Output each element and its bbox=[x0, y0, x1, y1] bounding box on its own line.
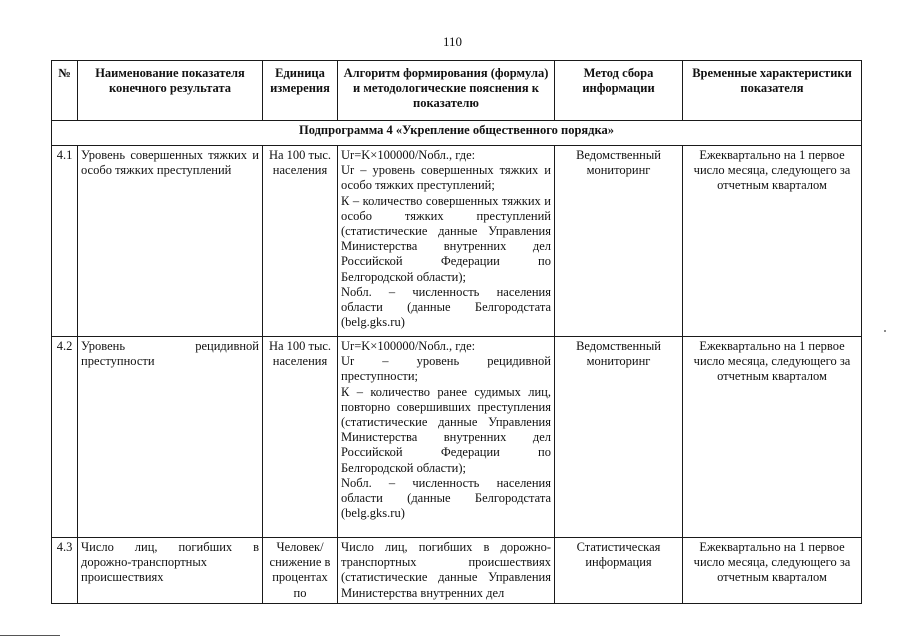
subprogram-row bbox=[52, 121, 862, 146]
row-algorithm bbox=[338, 146, 555, 337]
row-name: Уровень совершенных тяжких и особо тяжких преступлений bbox=[78, 146, 263, 337]
header-method: Метод сбора информации bbox=[555, 61, 683, 121]
row-method: Статистическая информация bbox=[555, 538, 683, 604]
row-name: Число лиц, погибших в дорожно-транспортных происшествиях bbox=[78, 538, 263, 604]
table-row bbox=[52, 337, 862, 538]
row-time: Ежеквартально на 1 первое число месяца, следующего за отчетным кварталом bbox=[683, 146, 862, 337]
algorithm-line: Ur=K×100000/Nобл., где: bbox=[341, 339, 476, 353]
algorithm-line: Ur – уровень совершенных тяжких и особо тяжких преступлений; bbox=[341, 163, 551, 193]
row-unit: Человек/ снижение в процентах по bbox=[263, 538, 338, 604]
header-name: Наименование показателя конечного результата bbox=[78, 61, 263, 121]
table-row bbox=[52, 146, 862, 337]
indicator-table bbox=[51, 60, 862, 604]
algorithm-line: Nобл. – численность населения области (данные Белгородстата (belg.gks.ru) bbox=[341, 475, 551, 521]
row-unit: На 100 тыс. населения bbox=[263, 337, 338, 538]
row-method: Ведомственный мониторинг bbox=[555, 146, 683, 337]
algorithm-line: Ur=K×100000/Nобл., где: bbox=[341, 148, 476, 162]
header-time: Временные характеристики показателя bbox=[683, 61, 862, 121]
table-header-row bbox=[52, 61, 862, 121]
row-name: Уровень рецидивной преступности bbox=[78, 337, 263, 538]
algorithm-line: Ur – уровень рецидивной преступности; bbox=[341, 354, 551, 384]
row-num: 4.3 bbox=[52, 538, 78, 604]
row-algorithm bbox=[338, 337, 555, 538]
indicator-table-sheet bbox=[51, 60, 861, 604]
algorithm-line: Nобл. – численность населения области (данные Белгородстата (belg.gks.ru) bbox=[341, 284, 551, 330]
header-algorithm: Алгоритм формирования (формула) и методологические пояснения к показателю bbox=[338, 61, 555, 121]
row-num: 4.2 bbox=[52, 337, 78, 538]
row-unit: На 100 тыс. населения bbox=[263, 146, 338, 337]
algorithm-line: К – количество ранее судимых лиц, повторно совершивших преступления (статистические данные Управления Министерства внутренних дел Российской Федерации по Белгородской области); bbox=[341, 384, 551, 475]
header-num: № bbox=[52, 61, 78, 121]
algorithm-line: К – количество совершенных тяжких и особо тяжких преступлений (статистические данные Управления Министерства внутренних дел Российской Федерации по Белгородской области); bbox=[341, 193, 551, 284]
row-time: Ежеквартально на 1 первое число месяца, следующего за отчетным кварталом bbox=[683, 337, 862, 538]
page-number: 110 bbox=[442, 34, 463, 49]
row-num: 4.1 bbox=[52, 146, 78, 337]
subprogram-title: Подпрограмма 4 «Укрепление общественного порядка» bbox=[52, 121, 862, 146]
scan-edge-line bbox=[0, 632, 60, 636]
row-time: Ежеквартально на 1 первое число месяца, следующего за отчетным кварталом bbox=[683, 538, 862, 604]
header-unit: Единица измерения bbox=[263, 61, 338, 121]
table-row bbox=[52, 538, 862, 604]
row-algorithm bbox=[338, 538, 555, 604]
scan-speck bbox=[884, 330, 886, 332]
row-method: Ведомственный мониторинг bbox=[555, 337, 683, 538]
algorithm-line: Число лиц, погибших в дорожно-транспортных происшествиях (статистические данные Управления Министерства внутренних дел bbox=[341, 540, 551, 600]
